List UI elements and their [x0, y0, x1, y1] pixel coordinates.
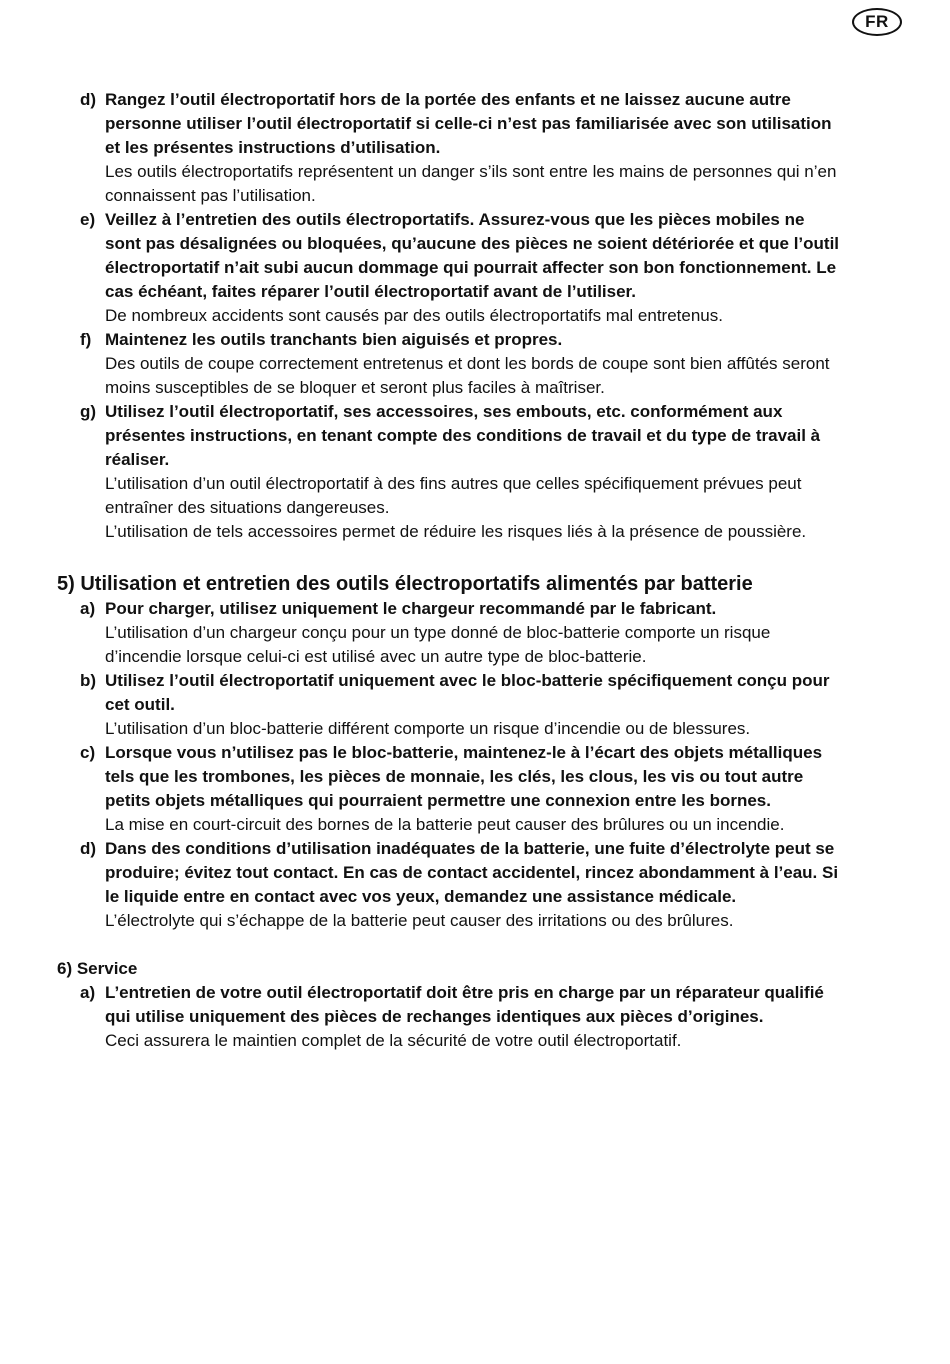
- item-description: L’utilisation d’un chargeur conçu pour un type donné de bloc-batterie comporte un risque d’incendie lorsque celui-ci est utilisé avec un autre type de bloc-batterie.: [105, 623, 771, 666]
- item-description: La mise en court-circuit des bornes de la batterie peut causer des brûlures ou un incendie.: [105, 815, 785, 834]
- item-marker: a): [80, 983, 96, 1002]
- list-item: [0, 741, 845, 837]
- item-description: De nombreux accidents sont causés par des outils électroportatifs mal entretenus.: [105, 306, 723, 325]
- item-title: Dans des conditions d’utilisation inadéquates de la batterie, une fuite d’électrolyte peut se produire; évitez tout contact. En cas de contact accidentel, rincez abondamment à l’eau. Si le liquide entre en contact avec vos yeux, demandez une assistance médicale.: [105, 839, 839, 906]
- item-title: Utilisez l’outil électroportatif uniquement avec le bloc-batterie spécifiquement conçu pour cet outil.: [105, 671, 830, 714]
- list-item: [0, 597, 845, 669]
- item-marker: b): [80, 671, 97, 690]
- item-description: L’utilisation de tels accessoires permet de réduire les risques liés à la présence de poussière.: [105, 522, 807, 541]
- list-item: [0, 208, 845, 328]
- item-title: Veillez à l’entretien des outils électroportatifs. Assurez-vous que les pièces mobiles ne sont pas désalignées ou bloquées, qu’aucune des pièces ne soient détériorée et que l’outil électroportatif n’ait subi aucun dommage qui pourrait affecter son bon fonctionnement. Le cas échéant, faites réparer l’outil électroportatif avant de l’utiliser.: [105, 210, 840, 301]
- section-heading-service: 6) Service: [57, 959, 138, 978]
- list-block-service: [0, 981, 950, 1053]
- item-description: L’utilisation d’un outil électroportatif à des fins autres que celles spécifiquement prévues peut entraîner des situations dangereuses.: [105, 474, 802, 517]
- page-content: [0, 88, 950, 1053]
- language-badge: FR: [852, 8, 902, 36]
- list-block-battery: [0, 597, 950, 933]
- list-item: [0, 669, 845, 741]
- item-marker: f): [80, 330, 92, 349]
- item-description: Des outils de coupe correctement entretenus et dont les bords de coupe sont bien affûtés seront moins susceptibles de se bloquer et seront plus faciles à maîtriser.: [105, 354, 830, 397]
- item-title: Maintenez les outils tranchants bien aiguisés et propres.: [105, 330, 563, 349]
- item-title: Rangez l’outil électroportatif hors de la portée des enfants et ne laissez aucune autre personne utiliser l’outil électroportatif si celle-ci n’est pas familiarisée avec son utilisation et les présentes instructions d’utilisation.: [105, 90, 832, 157]
- item-title: Lorsque vous n’utilisez pas le bloc-batterie, maintenez-le à l’écart des objets métalliques tels que les trombones, les pièces de monnaie, les clés, les clous, les vis ou tout autre petits objets métalliques qui pourraient permettre une connexion entre les bornes.: [105, 743, 823, 810]
- item-marker: g): [80, 402, 97, 421]
- item-title: L’entretien de votre outil électroportatif doit être pris en charge par un réparateur qualifié qui utilise uniquement des pièces de rechanges identiques aux pièces d’origines.: [105, 983, 824, 1026]
- item-marker: d): [80, 90, 97, 109]
- item-marker: c): [80, 743, 96, 762]
- item-title: Utilisez l’outil électroportatif, ses accessoires, ses embouts, etc. conformément aux présentes instructions, en tenant compte des conditions de travail et du type de travail à réaliser.: [105, 402, 821, 469]
- item-description: L’utilisation d’un bloc-batterie différent comporte un risque d’incendie ou de blessures.: [105, 719, 751, 738]
- item-title: Pour charger, utilisez uniquement le chargeur recommandé par le fabricant.: [105, 599, 717, 618]
- section-heading-battery: 5) Utilisation et entretien des outils électroportatifs alimentés par batterie: [57, 573, 753, 595]
- list-item: [0, 400, 845, 544]
- list-block-1: [0, 88, 950, 544]
- item-marker: e): [80, 210, 96, 229]
- list-item: [0, 328, 845, 400]
- list-item: [0, 981, 845, 1053]
- item-description: Ceci assurera le maintien complet de la sécurité de votre outil électroportatif.: [105, 1031, 682, 1050]
- list-item: [0, 837, 845, 933]
- item-marker: a): [80, 599, 96, 618]
- list-item: [0, 88, 845, 208]
- item-description: Les outils électroportatifs représentent un danger s’ils sont entre les mains de personnes qui n’en connaissent pas l’utilisation.: [105, 162, 837, 205]
- item-description: L’électrolyte qui s’échappe de la batterie peut causer des irritations ou des brûlures.: [105, 911, 734, 930]
- item-marker: d): [80, 839, 97, 858]
